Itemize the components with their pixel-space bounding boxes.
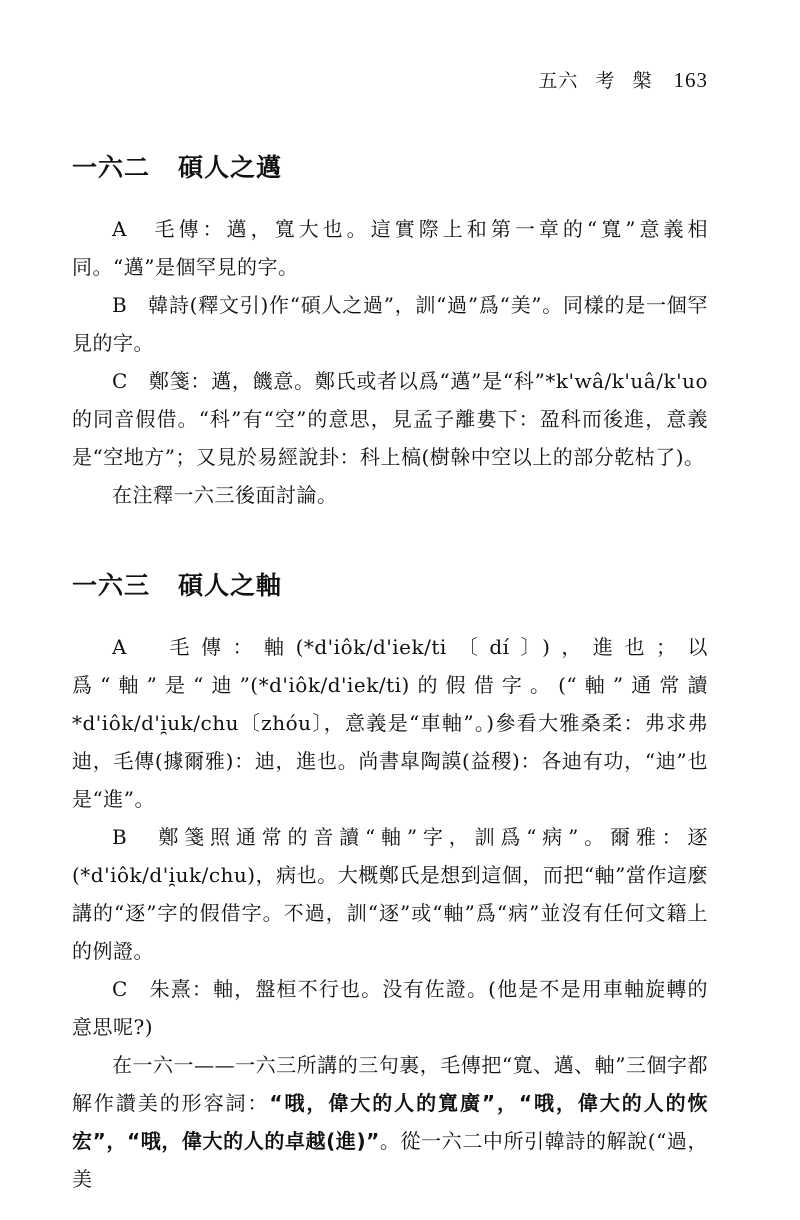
section-162-note: 在注釋一六三後面討論。 (112, 483, 338, 507)
section-162-title (72, 148, 708, 184)
summary-text-start: 在一六一——一六三所講的三句裏，毛傳把“寬、邁、軸”三個字都解作讚美的形容詞： (72, 1053, 708, 1115)
section-heading: 碩人之邁 (178, 153, 283, 182)
section-163-para-c: C 朱熹：軸，盤桓不行也。没有佐證。(他是不是用車軸旋轉的意思呢?) (72, 977, 708, 1039)
section-163-title (72, 566, 708, 602)
summary-text-end: 。從一六二中所引韓詩的解說(“過，美 (72, 1129, 709, 1191)
section-162-para-c: C 鄭箋：邁，饑意。鄭氏或者以爲“邁”是“科”*k'wâ/k'uâ/k'uo的同音假借。“科”有“空”的意思，見孟子離婁下：盈科而後進，意義是“空地方”；又見於易經說卦：科上槁(樹榦中空以上的部分乾枯了)。 (72, 369, 708, 469)
section-163-para-b: B 鄭箋照通常的音讀“軸”字，訓爲“病”。爾雅：逐(*d'iôk/d'i̯uk/chu)，病也。大概鄭氏是想到這個，而把“軸”當作這麼講的“逐”字的假借字。不過，訓“逐”或“軸”爲“病”並沒有任何文籍上的例證。 (72, 825, 708, 963)
section-162-para-a: A 毛傳：邁，寬大也。這實際上和第一章的“寬”意義相同。“邁”是個罕見的字。 (72, 217, 708, 279)
section-162-para-b: B 韓詩(釋文引)作“碩人之過”，訓“過”爲“美”。同樣的是一個罕見的字。 (72, 293, 708, 355)
section-heading: 碩人之軸 (178, 571, 283, 600)
section-number: 一六三 (72, 571, 151, 600)
chapter-title-a: 考 (595, 70, 616, 92)
summary-bold-quotes: “哦，偉大的人的寬廣”，“哦，偉大的人的恢宏”，“哦，偉大的人的卓越(進)” (72, 1091, 709, 1153)
section-163-summary (72, 1046, 708, 1198)
chapter-title-b: 槃 (632, 70, 653, 92)
page (72, 60, 708, 1198)
chapter-number: 五六 (538, 70, 579, 92)
running-head (72, 60, 708, 100)
page-number: 163 (673, 68, 708, 92)
section-number: 一六二 (72, 153, 151, 182)
section-163-para-a: A 毛傳：軸(*d'iôk/d'iek/ti〔dí〕)，進也；以爲“軸”是“迪”(*d'iôk/d'iek/ti)的假借字。(“軸”通常讀*d'iôk/d'i̯uk/chu〔zhóu〕，意義是“車軸”。)參看大雅桑柔：弗求弗迪，毛傳(據爾雅)：迪，進也。尚書皐陶謨(益稷)：各迪有功，“迪”也是“進”。 (72, 635, 708, 811)
